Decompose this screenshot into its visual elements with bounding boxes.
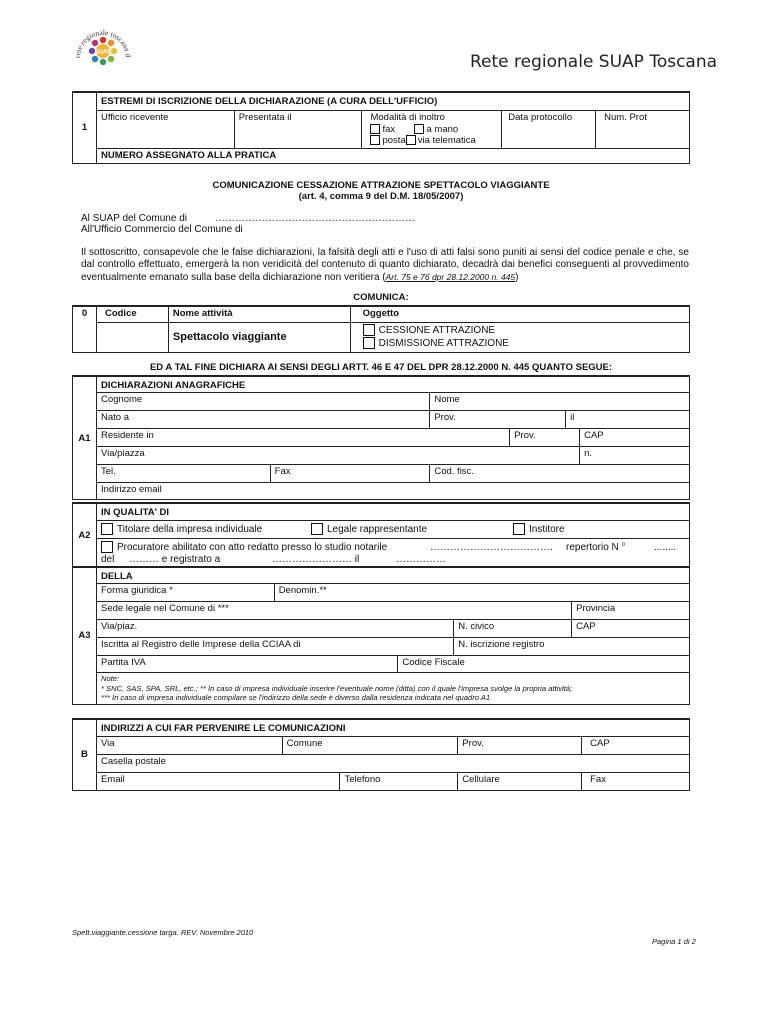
intro-reference: Art. 75 e 76 dpr 28.12.2000 n. 445 (385, 272, 516, 282)
sede-legale-field[interactable]: Sede legale nel Comune di *** (96, 602, 571, 620)
cap-sede-field[interactable]: CAP (572, 620, 690, 638)
a1-table (72, 375, 690, 500)
del-field[interactable]: ……… e registrato a (128, 553, 221, 565)
nome-field[interactable]: Nome (430, 393, 690, 411)
codice-field[interactable] (96, 322, 168, 352)
forma-giuridica-field[interactable]: Forma giuridica * (96, 584, 274, 602)
titolare-checkbox[interactable] (101, 523, 113, 535)
office-table (72, 91, 690, 164)
section-a2-num: A2 (73, 503, 97, 567)
institore-checkbox[interactable] (513, 523, 525, 535)
iscrizione-registro-field[interactable]: N. iscrizione registro (454, 638, 690, 656)
a2-title: IN QUALITA' DI (96, 503, 689, 520)
b-table (72, 718, 690, 791)
ufficio-ricevente-field[interactable]: Ufficio ricevente (96, 110, 234, 148)
col-nome-attivita: Nome attività (168, 306, 350, 322)
numero-civico-sede-field[interactable]: N. civico (454, 620, 572, 638)
b-cap-field[interactable]: CAP (582, 736, 690, 754)
b-via-field[interactable]: Via (96, 736, 282, 754)
activity-name: Spettacolo viaggiante (168, 322, 350, 352)
page-number: Pagina 1 di 2 (652, 937, 696, 946)
via-piazza-sede-field[interactable]: Via/piaz. (96, 620, 453, 638)
cognome-field[interactable]: Cognome (96, 393, 429, 411)
numero-civico-field[interactable]: n. (580, 447, 690, 465)
fax-field[interactable]: Fax (270, 465, 430, 483)
prov-residenza-field[interactable]: Prov. (510, 429, 580, 447)
b-title: INDIRIZZI A CUI FAR PERVENIRE LE COMUNICAZIONI (96, 719, 689, 736)
b-fax-field[interactable]: Fax (582, 772, 690, 790)
posta-checkbox[interactable] (370, 135, 380, 145)
via-piazza-field[interactable]: Via/piazza (96, 447, 579, 465)
addressee-commercio: All'Ufficio Commercio del Comune di (81, 224, 243, 235)
intro-paragraph: Il sottoscritto, consapevole che le false dichiarazioni, la falsità degli atti e l'uso di atti falsi sono puniti ai sensi del codice penale e che, se dal controllo effettuato, emergerà la non veridicità del contenuto di quanto dichiarato, decadrà dai benefici conseguenti al provvedimento eventualmente emanato sulla base della dichiarazione non veritiera (Art. 75 e 76 dpr 28.12.2000 n. 445) (81, 247, 689, 283)
doc-title: COMUNICAZIONE CESSAZIONE ATTRAZIONE SPETTACOLO VIAGGIANTE (212, 180, 550, 191)
col-oggetto: Oggetto (350, 306, 689, 322)
cod-fisc-field[interactable]: Cod. fisc. (430, 465, 690, 483)
section-a1-num: A1 (73, 376, 97, 500)
cciaa-field[interactable]: Iscritta al Registro delle Imprese della CCIAA di (96, 638, 453, 656)
nato-a-field[interactable]: Nato a (96, 411, 429, 429)
a-mano-checkbox[interactable] (414, 124, 424, 134)
partita-iva-field[interactable]: Partita IVA (96, 656, 397, 673)
footer-left: Spett.viaggiante.cessione targa. REV. Novembre 2010 (72, 928, 254, 937)
fax-checkbox[interactable] (370, 124, 380, 134)
logo-arc-text: rete regionale toscana d (72, 27, 134, 59)
casella-postale-field[interactable]: Casella postale (96, 754, 689, 772)
section-0-num: 0 (73, 306, 97, 352)
dismissione-checkbox[interactable] (363, 337, 375, 349)
a3-title: DELLA (96, 567, 689, 584)
denominazione-field[interactable]: Denomin.** (274, 584, 689, 602)
doc-subtitle: (art. 4, comma 9 del D.M. 18/05/2007) (298, 191, 464, 202)
b-cellulare-field[interactable]: Cellulare (458, 772, 582, 790)
a3-table (72, 566, 690, 705)
section-b-num: B (73, 719, 97, 790)
notaio-field[interactable]: ………………………………. (429, 541, 553, 553)
data-protocollo-field[interactable]: Data protocollo (502, 110, 596, 148)
office-title: ESTREMI DI ISCRIZIONE DELLA DICHIARAZIONE (A CURA DELL'UFFICIO) (96, 92, 689, 110)
declare-heading: ED A TAL FINE DICHIARA AI SENSI DEGLI ARTT. 46 E 47 DEL DPR 28.12.2000 N. 445 QUANTO SEGUE: (149, 362, 613, 373)
suap-logo (72, 20, 134, 82)
col-codice: Codice (96, 306, 168, 322)
header-title: Rete regionale SUAP Toscana (470, 52, 718, 72)
b-comune-field[interactable]: Comune (282, 736, 458, 754)
comunica-table: 0 Codice Nome attività Oggetto Spettacolo viaggiante CESSIONE ATTRAZIONE DISMISSIONE ATTRAZIONE (72, 305, 690, 353)
comunica-heading: COMUNICA: (353, 292, 409, 303)
addressee-dots[interactable]: …………………………………………………… (214, 213, 415, 224)
b-prov-field[interactable]: Prov. (458, 736, 582, 754)
provincia-field[interactable]: Provincia (572, 602, 690, 620)
cessione-checkbox[interactable] (363, 324, 375, 336)
numero-pratica-field[interactable]: NUMERO ASSEGNATO ALLA PRATICA (96, 148, 689, 163)
procuratore-checkbox[interactable] (101, 541, 113, 553)
telematica-checkbox[interactable] (406, 135, 416, 145)
logo-center-text: SUAP (94, 49, 112, 56)
a1-title: DICHIARAZIONI ANAGRAFICHE (96, 376, 689, 393)
repertorio-field[interactable]: ........ (653, 541, 677, 553)
tel-field[interactable]: Tel. (96, 465, 270, 483)
presentata-il-field[interactable]: Presentata il (234, 110, 362, 148)
section-1-num: 1 (73, 92, 97, 163)
num-prot-field[interactable]: Num. Prot (596, 110, 690, 148)
b-telefono-field[interactable]: Telefono (340, 772, 458, 790)
section-a3-num: A3 (73, 567, 97, 704)
registrato-field[interactable]: …………………… il (271, 553, 360, 565)
residente-field[interactable]: Residente in (96, 429, 509, 447)
cap-residenza-field[interactable]: CAP (580, 429, 690, 447)
data-nascita-field[interactable]: il (566, 411, 690, 429)
prov-nascita-field[interactable]: Prov. (430, 411, 566, 429)
email-field[interactable]: Indirizzo email (96, 483, 689, 500)
a3-notes: Note: * SNC, SAS, SPA, SRL, etc.; ** In caso di impresa individuale inserire l'eventuale nome (ditta) con il quale l'impresa svolge la propria attività; *** In caso di impresa individuale compilare se l'indirizzo della sede è diverso dalla residenza indicata nel quadro A1 (96, 673, 689, 705)
addressee-suap: Al SUAP del Comune di (81, 213, 187, 224)
modalita-inoltro: Modalità di inoltro fax a mano posta via telematica (362, 110, 502, 148)
b-email-field[interactable]: Email (96, 772, 340, 790)
codice-fiscale-field[interactable]: Codice Fiscale (398, 656, 690, 673)
a2-table: A2 IN QUALITA' DI Titolare della impresa individuale Legale rappresentante Institore Procuratore abilitato con atto redatto presso lo studio notarile ………………………………. repertorio N ° ........ del ……… e registrato a …………………… il …………… (72, 502, 690, 568)
legale-rappresentante-checkbox[interactable] (311, 523, 323, 535)
registrato-il-field[interactable]: …………… (395, 553, 446, 565)
